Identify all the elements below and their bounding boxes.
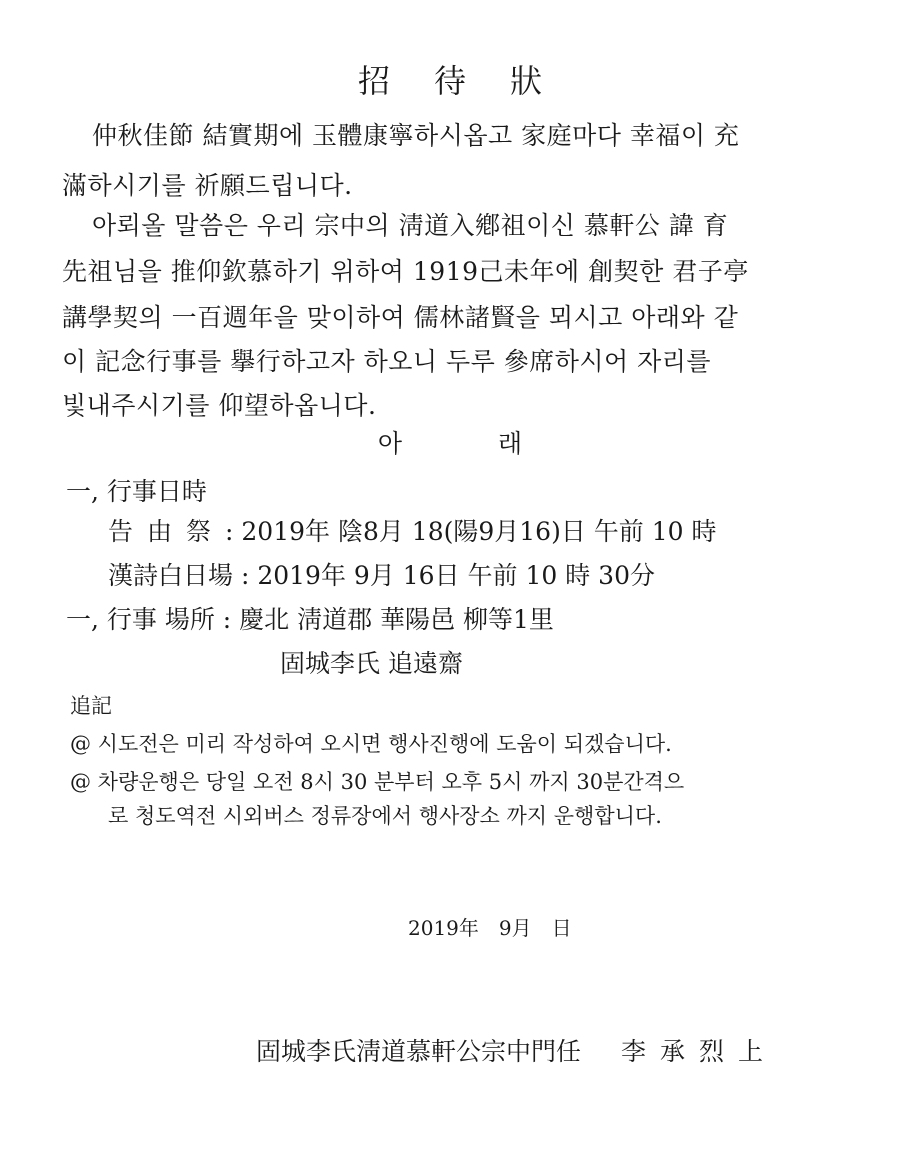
document-title: 招待狀 [357, 62, 586, 100]
date-month: 9月 [498, 916, 532, 940]
schedule-item-venue [66, 600, 554, 636]
venue-label: 一, 行事 場所 [66, 605, 215, 634]
heading-char-a: 아 [377, 429, 402, 458]
signature-suffix: 上 [738, 1037, 764, 1066]
body-line-1: 아뢰올 말씀은 우리 宗中의 淸道入鄕祖이신 慕軒公 諱 育 [92, 211, 729, 240]
note-2-line-1: @ 차량운행은 당일 오전 8시 30 분부터 오후 5시 까지 30분간격으 [70, 770, 685, 794]
greeting-line-1: 仲秋佳節 結實期에 玉體康寧하시옵고 家庭마다 幸福이 充 [92, 121, 740, 150]
heading-char-b: 래 [498, 429, 523, 458]
memorial-rite-label: 告由祭 [108, 517, 226, 546]
schedule-memorial-rite [108, 512, 717, 548]
section-heading [0, 424, 900, 460]
poetry-contest-value: : 2019年 9月 16日 午前 10 時 30分 [240, 561, 655, 590]
greeting-line-2: 滿하시기를 祈願드립니다. [62, 171, 353, 200]
note-2-line-2: 로 청도역전 시외버스 정류장에서 행사장소 까지 운행합니다. [108, 804, 662, 828]
body-line-3: 講學契의 一百週年을 맞이하여 儒林諸賢을 뫼시고 아래와 같 [62, 303, 739, 332]
signature-name: 李承烈 [621, 1037, 739, 1066]
notes-heading: 追記 [70, 694, 112, 718]
schedule-item-datetime: 一, 行事日時 [66, 477, 207, 506]
note-1: @ 시도전은 미리 작성하여 오시면 행사진행에 도움이 되겠습니다. [70, 732, 672, 756]
body-line-5: 빛내주시기를 仰望하옵니다. [62, 391, 377, 420]
body-line-2: 先祖님을 推仰欽慕하기 위하여 1919己未年에 創契한 君子亭 [62, 257, 749, 286]
memorial-rite-value: : 2019年 陰8月 18(陽9月16)日 午前 10 時 [225, 517, 717, 546]
schedule-poetry-contest [108, 556, 655, 592]
poetry-contest-label: 漢詩白日場 [108, 561, 234, 590]
document-date [408, 912, 592, 941]
date-year: 2019年 [408, 916, 479, 940]
venue-value: : 慶北 淸道郡 華陽邑 柳等1里 [222, 605, 554, 634]
date-day: 日 [551, 916, 572, 940]
signature [256, 1032, 763, 1068]
body-line-4: 이 記念行事를 擧行하고자 하오니 두루 參席하시어 자리를 [62, 347, 712, 376]
signature-org: 固城李氏淸道慕軒公宗中門任 [256, 1037, 582, 1066]
venue-value-line-2: 固城李氏 追遠齋 [280, 649, 463, 678]
